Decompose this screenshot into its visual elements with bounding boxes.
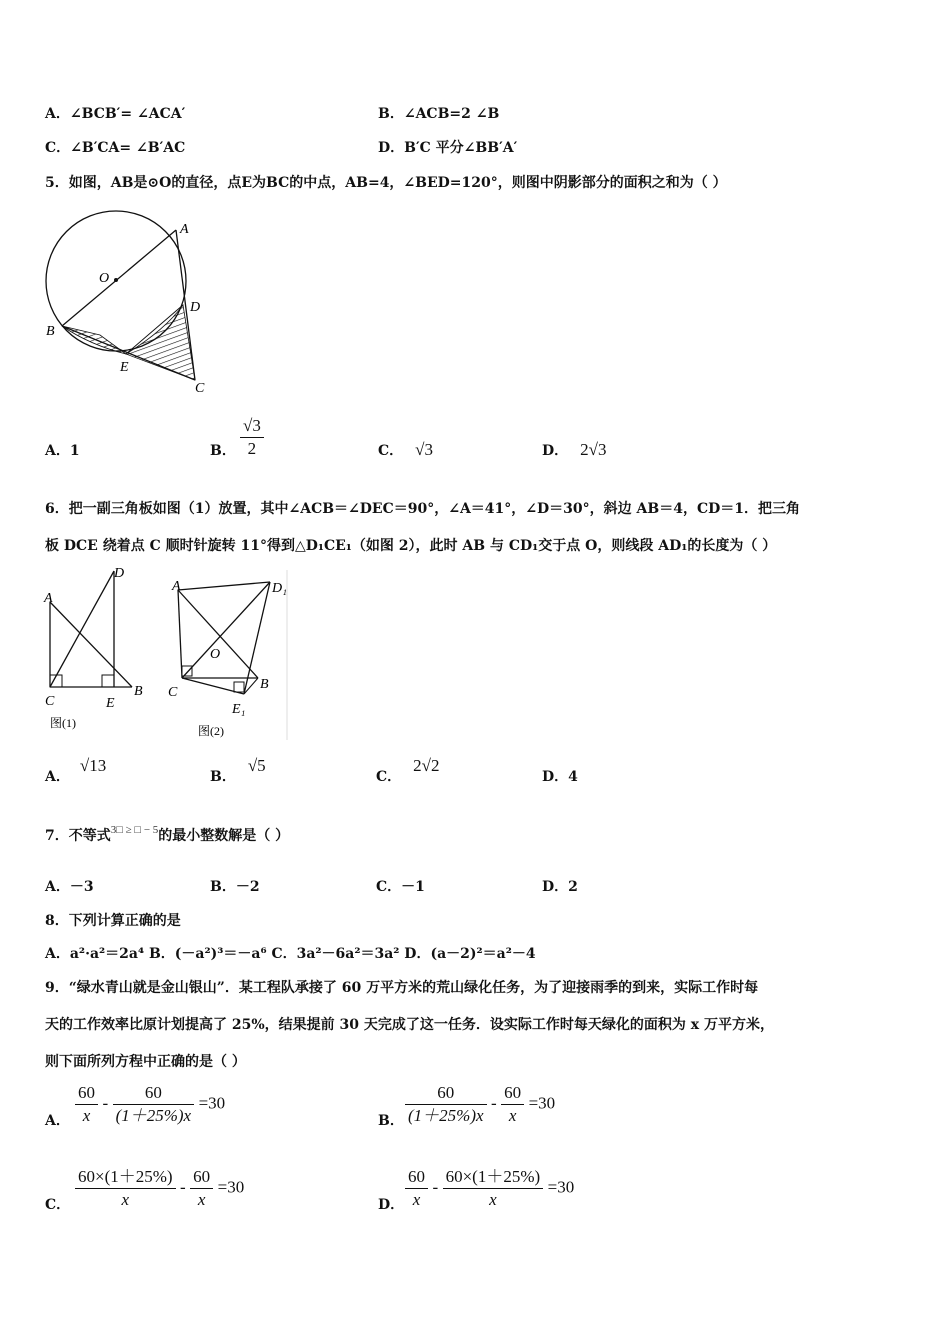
q9-option-c-equation: $\frac{60\times(1+25\%)}{x}$ - $\frac{60}{x}$ =30 — [75, 1166, 244, 1211]
q8-stem: 8．下列计算正确的是 — [45, 913, 181, 929]
label-c: C — [195, 381, 205, 396]
label-a: A — [180, 222, 189, 237]
q7-option-a: A．－3 — [45, 879, 94, 895]
label-d: D — [190, 300, 201, 315]
q5-option-b-frac: $\frac{√3}{2}$ — [240, 415, 264, 460]
q8-options: A．a²·a²＝2a⁴ B．(－a²)³＝－a⁶ C．3a²－6a²＝3a² D．(a－2)²＝a²－4 — [45, 946, 536, 962]
fig1-label-c: C — [45, 694, 55, 709]
q6-option-a: A．√13 — [45, 756, 107, 785]
q9-stem-line1: 9．“绿水青山就是金山银山”．某工程队承接了 60 万平方米的荒山绿化任务，为了迎接雨季的到来，实际工作时每 — [45, 980, 759, 996]
q7-option-c: C．－1 — [376, 879, 425, 895]
q9-stem-line3: 则下面所列方程中正确的是（ ） — [45, 1054, 246, 1070]
q6-figure-1 — [40, 565, 160, 735]
q5-option-c: C． √3 — [378, 440, 433, 459]
fig1-label-a: A — [44, 591, 53, 606]
fig2-label-c: C — [168, 685, 178, 700]
fig1-label-e: E — [106, 696, 115, 711]
q9-option-d-equation: $\frac{60}{x}$ - $\frac{60\times(1+25\%)}{x}$ =30 — [405, 1166, 574, 1211]
fig2-caption: 图(2) — [198, 724, 224, 738]
q9-option-a-equation: $\frac{60}{x}$ - $\frac{60}{(1+25\%)x}$ =30 — [75, 1082, 225, 1127]
q6-stem-line1: 6．把一副三角板如图（1）放置，其中∠ACB＝∠DEC＝90°，∠A＝41°，∠D＝30°，斜边 AB＝4，CD＝1．把三角 — [45, 501, 800, 517]
fig2-label-d1: D₁ — [272, 581, 287, 596]
q4-option-a: A．∠BCB′= ∠ACA′ — [45, 106, 186, 122]
q7-stem: 7．不等式$^{3□ \ge □ - 5}$的最小整数解是（ ） — [45, 824, 290, 844]
shaded-region-dc — [126, 305, 195, 380]
label-e: E — [120, 360, 129, 375]
fig2-label-o: O — [210, 647, 221, 662]
q6-option-c: C．2√2 — [376, 756, 440, 785]
q5-stem: 5．如图，AB是⊙O的直径，点E为BC的中点，AB=4，∠BED=120°，则图中阴影部分的面积之和为（ ） — [45, 175, 727, 191]
q4-option-b: B．∠ACB=2 ∠B — [378, 106, 500, 122]
q4-option-d: D．B′C 平分∠BB′A′ — [378, 140, 518, 156]
fig1-caption: 图(1) — [50, 716, 76, 730]
label-o: O — [99, 271, 110, 286]
q9-stem-line2: 天的工作效率比原计划提高了 25%，结果提前 30 天完成了这一任务．设实际工作时每天绿化的面积为 x 万平方米， — [45, 1017, 774, 1033]
q7-inequality: 3□ ≥ □ − 5 — [110, 824, 159, 836]
q6-option-d: D．4 — [542, 769, 578, 785]
q6-figure-2 — [160, 570, 295, 742]
q9-option-d-label: D． — [378, 1197, 405, 1213]
q5-figure — [40, 205, 220, 400]
label-b: B — [46, 324, 55, 339]
q4-option-c: C．∠B′CA= ∠B′AC — [45, 140, 186, 156]
q5-option-b: B． — [210, 443, 236, 459]
fig2-label-a: A — [172, 579, 181, 594]
q7-option-d: D．2 — [542, 879, 578, 895]
q5-option-a: A．1 — [45, 443, 80, 459]
q5-option-d: D． 2√3 — [542, 440, 607, 459]
fig2-label-b: B — [260, 677, 269, 692]
center-point — [114, 278, 118, 282]
fig1-label-b: B — [134, 684, 143, 699]
q9-option-a-label: A． — [45, 1113, 70, 1129]
segment-ab — [62, 230, 176, 326]
q6-stem-line2: 板 DCE 绕着点 C 顺时针旋转 11°得到△D₁CE₁（如图 2），此时 AB 与 CD₁交于点 O，则线段 AD₁的长度为（ ） — [45, 538, 777, 554]
fig1-label-d: D — [114, 566, 125, 581]
q9-option-b-label: B． — [378, 1113, 404, 1129]
q6-option-b: B．√5 — [210, 756, 266, 785]
q9-option-c-label: C． — [45, 1197, 71, 1213]
q9-option-b-equation: $\frac{60}{(1+25\%)x}$ - $\frac{60}{x}$ =30 — [405, 1082, 555, 1127]
q7-option-b: B．－2 — [210, 879, 260, 895]
fig2-label-e1: E₁ — [232, 702, 246, 717]
